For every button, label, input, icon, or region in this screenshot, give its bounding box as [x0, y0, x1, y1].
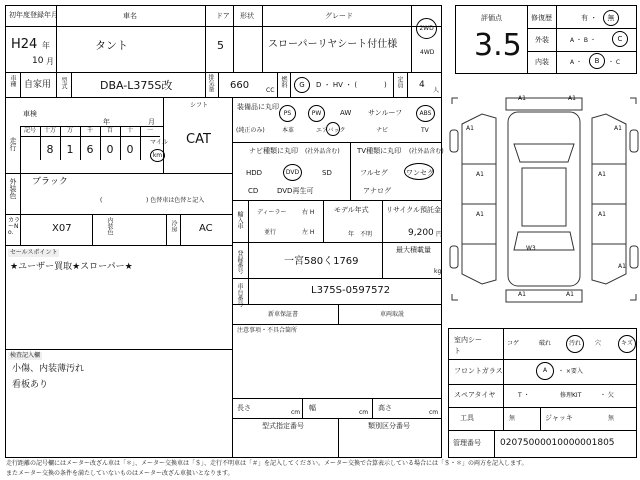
reg-top [232, 242, 442, 243]
color-code: X07 [52, 223, 72, 234]
jack-label: ジャッキ [545, 414, 573, 422]
br-row-3 [448, 407, 637, 408]
reg-label: 登録番号 [236, 250, 243, 274]
mileage-place-3: 千 [86, 127, 93, 134]
dim-sep-2 [372, 398, 373, 418]
navi-top [232, 142, 442, 143]
reg-year-unit: 年 [42, 41, 50, 50]
navi-label: ナビ種類に丸印 [249, 147, 298, 155]
score-value: 3.5 [474, 28, 522, 63]
import-sep [248, 200, 249, 242]
color-note-open: ( [100, 197, 103, 204]
score-label: 評価点 [481, 14, 502, 22]
import-label: 輸入車 [236, 211, 243, 229]
dims-top [232, 398, 442, 399]
type-label: 車種 [9, 75, 16, 87]
col-sep-3 [233, 5, 234, 72]
col-sep-4 [262, 5, 263, 72]
capacity-label: 定員 [396, 76, 403, 88]
docs-top [232, 304, 442, 305]
int-label: 内装 [535, 58, 549, 66]
mileage-place-2: 万 [66, 127, 73, 134]
shift-label: シフト [190, 102, 209, 109]
seat-option-3: 穴 [595, 340, 602, 347]
damage-mark: A1 [476, 211, 484, 218]
glass-label: フロントガラス [454, 367, 503, 375]
grade-label: グレード [325, 12, 353, 20]
doc-manual: 車両取説 [380, 311, 405, 318]
rear-window [514, 232, 574, 250]
navi-dvd-circled: DVD [283, 164, 302, 181]
color-top [5, 173, 232, 174]
glass-a-circled: A [536, 362, 554, 380]
r2-sep-i [407, 72, 408, 97]
int-opt-a: A ・ [570, 59, 583, 66]
dim-length: 長さ [237, 404, 251, 412]
max-load-kg: kg [434, 268, 442, 275]
color-code-label: カラーNo. [8, 217, 21, 236]
r2-sep-a [20, 72, 21, 97]
right-side [592, 114, 626, 284]
r2-sep-h [393, 72, 394, 97]
max-load-label: 最大積載量 [396, 246, 431, 254]
inspection-label: 車検 [23, 110, 37, 118]
displacement-label: 排気量 [207, 74, 214, 92]
doors-label: ドア [216, 12, 230, 20]
mileage-place-6: 一 [146, 127, 153, 134]
br-row-4 [448, 430, 637, 431]
navi-hdd: HDD [246, 169, 263, 177]
interior-sep [92, 214, 93, 245]
ext-label: 外装 [535, 36, 549, 44]
seat-option-0: コゲ [507, 340, 520, 347]
displacement-value: 660 [230, 80, 250, 91]
dim-width-unit: cm [359, 409, 369, 416]
mileage-place-1: 十万 [43, 127, 56, 134]
r2-sep-e [218, 72, 219, 97]
dim-length-unit: cm [291, 409, 301, 416]
mileage-place-5: 十 [126, 127, 133, 134]
model-year-label: モデル年式 [334, 206, 369, 214]
sales-text: ★ユーザー買取★スローパー★ [10, 262, 133, 272]
recycle-value: 9,200 [408, 228, 434, 238]
repair-none-circled: 無 [603, 10, 619, 26]
left-side [462, 114, 496, 284]
equip-label: 装備品に丸印 [237, 103, 279, 111]
interior-label: 内装色 [106, 217, 113, 235]
equip-sub: (純正のみ) [236, 127, 265, 134]
equip-sunroof: サンルーフ [368, 109, 403, 117]
cc-unit: CC [266, 87, 275, 94]
color-value: ブラック [32, 177, 68, 187]
damage-mark: A1 [598, 211, 606, 218]
ac-sep [166, 214, 167, 245]
reg-value: 一宮580く1769 [284, 256, 359, 267]
mileage-digit-4: 0 [106, 143, 114, 156]
r2-sep-d [205, 72, 206, 97]
damage-mark: W3 [526, 245, 536, 252]
r2-sep-g [290, 72, 291, 97]
mileage-digit-5: 0 [126, 143, 134, 156]
tv-sub: (社外品含む) [409, 148, 444, 155]
mileage-col-sep [20, 126, 21, 160]
jack-sep [540, 407, 541, 430]
damage-mark: A1 [618, 263, 626, 270]
mileage-digit-3: 6 [86, 143, 94, 156]
notes-label: 注意事項・不具合箇所 [237, 327, 298, 334]
inspection-year: 年 [103, 118, 110, 126]
recycle-sep [382, 200, 383, 278]
col-sep-1 [56, 5, 57, 72]
shape-label: 形状 [240, 12, 254, 20]
fuel-close: ) [384, 81, 387, 89]
navi-tv-sep [350, 142, 351, 200]
fuel-label: 燃料 [280, 76, 287, 88]
car-damage-diagram [448, 84, 640, 324]
mileage-place-4: 百 [106, 127, 113, 134]
import-left: 左 H [302, 229, 315, 236]
capacity-value: 4 [419, 80, 425, 90]
reg-year-label: 初年度登録年月 [9, 11, 58, 19]
inspector-label: 検査記入欄 [10, 352, 41, 359]
type-cert-label: 型式指定番号 [262, 422, 304, 430]
col-sep-5 [411, 5, 412, 72]
import-right: 右 H [302, 209, 315, 216]
model-year-value: 年 不明 [348, 231, 373, 238]
grade-value: スローパーリヤシート付仕様 [268, 39, 398, 50]
equip-abs-circled: ABS [416, 105, 435, 122]
seat-option-4: キズ [618, 335, 636, 353]
reg-year: H24 [11, 37, 38, 52]
mileage-digit-1: 8 [46, 143, 54, 156]
mgmt-sep [494, 430, 495, 458]
car-name: タント [95, 39, 128, 52]
int-opt-c: ・ C [608, 59, 621, 66]
damage-mark: A1 [518, 291, 526, 298]
recycle-yen: 円 [436, 231, 443, 238]
sales-top [5, 245, 232, 246]
score-row-1 [527, 28, 637, 29]
tools-value: 無 [509, 415, 516, 422]
tools-label: 工具 [460, 414, 474, 422]
import-parallel: 並行 [264, 229, 277, 236]
ac-sep2 [180, 214, 181, 245]
color-note: ) 色替車は色替と記入 [146, 197, 205, 204]
equip-tv: TV [421, 127, 429, 134]
jack-value: 無 [608, 415, 615, 422]
color-sep [20, 173, 21, 214]
code-top [5, 214, 232, 215]
mileage-label: 走行 [9, 137, 17, 151]
damage-mark: A1 [566, 291, 574, 298]
dim-sep-1 [302, 398, 303, 418]
equip-leather: 本革 [282, 127, 295, 134]
inspector-line-1: 小傷、内装薄汚れ [12, 364, 85, 374]
interior-seat-label: 室内シート [454, 336, 482, 355]
drive-4wd: 4WD [420, 49, 435, 56]
equip-ps-circled: PS [279, 105, 296, 122]
car-body-outline [508, 112, 580, 286]
footer-line-1: 走行距離の記号欄にはメーター改ざん車は「＊」、メーター交換車は「＄」、走行不明車は「＃」を記入してください。メーター交換で合算表示している場合には「＄・＊」の両方を記入します。 [6, 460, 528, 467]
reg-month: 10 [32, 56, 44, 66]
spare-label: スペアタイヤ [454, 391, 496, 399]
spare-t: T ・ [518, 392, 530, 399]
import-top [232, 200, 442, 201]
airbag-circle [326, 122, 340, 136]
class-num-label: 類別区分番号 [368, 422, 410, 430]
r2-sep-b [56, 72, 57, 97]
score-row-2 [527, 51, 637, 52]
km-circled: km [150, 149, 165, 162]
inspection-month: 月 [148, 118, 155, 126]
br-col [503, 328, 504, 430]
shift-sep [163, 97, 164, 173]
tv-label: TV種類に丸印 [357, 147, 402, 155]
br-row-1 [448, 359, 637, 360]
color-label: 外装色 [9, 178, 17, 199]
repair-opt-yes: 有 ・ [581, 14, 598, 22]
drive-2wd-circled: 2WD [416, 18, 437, 39]
reg-month-unit: 月 [46, 57, 54, 66]
navi-sub: (社外品含む) [305, 148, 340, 155]
equip-navi: ナビ [376, 127, 389, 134]
docs-sep [338, 304, 339, 324]
footer-line-2: またメーター交換の条件を満たしていないものはメーター改ざん車扱いとなります。 [6, 470, 234, 477]
mileage-head-sep [20, 136, 160, 137]
damage-mark: A1 [598, 171, 606, 178]
ext-c-circled: C [612, 31, 628, 47]
doors-value: 5 [217, 39, 224, 52]
r2-sep-c [71, 72, 72, 97]
damage-mark: A1 [614, 125, 622, 132]
int-b-circled: B [589, 53, 605, 69]
equip-airbag-circled: エアバック [316, 127, 346, 134]
equip-pw-circled: PW [308, 105, 325, 122]
tv-oneseg: ワンセグ [406, 169, 434, 177]
model-value: DBA-L375S改 [100, 79, 173, 92]
chassis-label: 車台番号 [236, 283, 243, 307]
mile-unit: マイル [150, 139, 168, 146]
chassis-top [232, 278, 442, 279]
spare-kit: 修理KIT [560, 392, 582, 399]
roof [522, 168, 566, 226]
col-sep-2 [205, 5, 206, 72]
import-dealer: ディーラー [257, 209, 287, 216]
fuel-g-circled: G [294, 77, 310, 93]
damage-mark: A1 [518, 95, 526, 102]
dim-height-unit: cm [429, 409, 439, 416]
score-sub-sep [556, 5, 557, 74]
shift-value: CAT [186, 132, 211, 147]
score-sep [527, 5, 528, 74]
type-cert-sep [338, 418, 339, 458]
reg-sep [248, 242, 249, 278]
use-value: 自家用 [24, 80, 52, 90]
recycle-label: リサイクル預託金 [386, 206, 442, 214]
inspector-top [5, 349, 232, 350]
tv-analog: アナログ [363, 187, 391, 195]
doc-newcar: 新車保証書 [268, 311, 299, 318]
ac-value: AC [199, 223, 213, 234]
damage-mark: A1 [466, 125, 474, 132]
mgmt-label: 管理番号 [453, 439, 481, 447]
persons-unit: 人 [433, 87, 440, 94]
windshield [514, 144, 574, 162]
oneseg-circle [404, 163, 434, 180]
glass-replace: ・ ×要入 [558, 368, 583, 375]
row3-top [5, 97, 442, 98]
navi-dvd-play: DVD再生可 [277, 187, 314, 195]
navi-sd: SD [322, 169, 332, 177]
code-sep [20, 214, 21, 245]
car-name-label: 車名 [123, 12, 137, 20]
equip-aw: AW [340, 109, 352, 117]
spare-missing: ・ 欠 [600, 392, 614, 399]
damage-mark: A1 [476, 171, 484, 178]
chassis-value: L375S-0597572 [311, 285, 391, 296]
mileage-digit-2: 1 [66, 143, 74, 156]
notes-top [232, 324, 442, 325]
seat-option-1: 破れ [539, 340, 552, 347]
br-row-2 [448, 384, 637, 385]
r2-sep-f [277, 72, 278, 97]
ext-opts: A ・ B ・ [570, 37, 596, 44]
mileage-place-0: 記号 [23, 127, 36, 134]
type-cert-top [232, 418, 442, 419]
damage-mark: A1 [568, 95, 576, 102]
sales-label: セールスポイント [10, 249, 58, 256]
repair-label: 修復歴 [531, 14, 552, 22]
model-year-sep [323, 200, 324, 242]
chassis-sep [248, 278, 249, 304]
navi-cd: CD [248, 187, 259, 195]
ac-label: 冷房 [170, 220, 177, 232]
fuel-options: D ・ HV ・ ( [316, 81, 358, 89]
seat-option-2: 汚れ [566, 335, 584, 353]
mgmt-value: 02075000010000001805 [500, 438, 615, 448]
model-label: 型式 [60, 77, 67, 89]
dim-height: 高さ [378, 404, 392, 412]
row1-sep [5, 26, 442, 27]
dim-width: 幅 [309, 404, 316, 412]
inspector-line-2: 看板あり [12, 380, 49, 390]
mileage-col-sep [140, 126, 141, 160]
tv-fullseg: フルセグ [360, 169, 388, 177]
